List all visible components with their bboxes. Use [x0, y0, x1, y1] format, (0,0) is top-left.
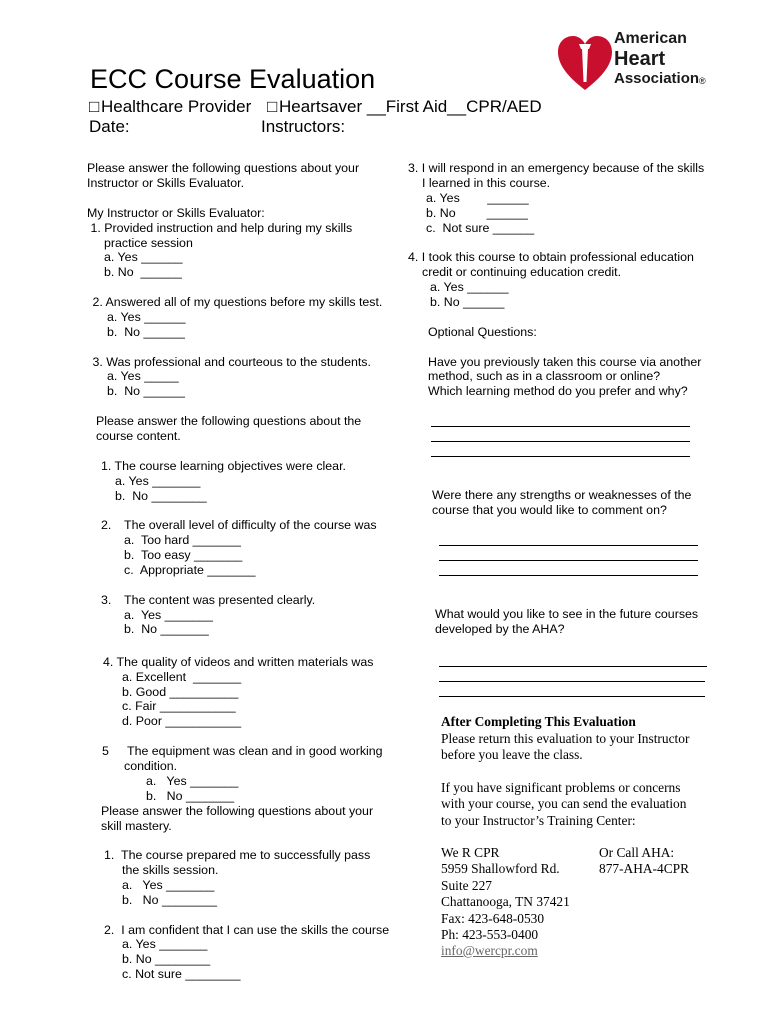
answer-line[interactable] [439, 696, 705, 697]
question-prepared: 1. The course prepared me to successfully pass [104, 848, 371, 862]
answer-line[interactable] [431, 456, 690, 457]
after-evaluation-text-1: Please return this evaluation to your Instructor [441, 731, 690, 746]
question-prepared-cont: the skills session. [122, 863, 219, 877]
answer-no[interactable]: b. No _______ [146, 789, 235, 803]
question-instruction-help-cont: practice session [104, 236, 193, 250]
answer-line[interactable] [439, 560, 698, 561]
intro-line-2: Instructor or Skills Evaluator. [87, 176, 245, 190]
question-strengths: Were there any strengths or weaknesses of the [432, 488, 692, 502]
option-healthcare-provider: Healthcare Provider [101, 97, 252, 116]
question-previous-method-cont: method, such as in a classroom or online? [428, 369, 661, 383]
skill-intro-line-2: skill mastery. [101, 819, 172, 833]
problems-text-3: to your Instructor’s Training Center: [441, 813, 636, 828]
problems-text-1: If you have significant problems or concerns [441, 780, 681, 795]
answer-no[interactable]: b. No ______ [104, 265, 182, 279]
answer-excellent[interactable]: a. Excellent _______ [122, 670, 242, 684]
answer-line[interactable] [439, 575, 698, 576]
question-respond-emergency-cont: I learned in this course. [422, 176, 551, 190]
question-confident: 2. I am confident that I can use the skills the course [104, 923, 390, 937]
training-center-address-1: 5959 Shallowford Rd. [441, 861, 560, 876]
question-equipment-clean-cont: condition. [124, 759, 178, 773]
optional-questions-heading: Optional Questions: [428, 325, 537, 339]
question-professional-credit-cont: credit or continuing education credit. [422, 265, 622, 279]
question-future-courses-cont: developed by the AHA? [435, 622, 565, 636]
question-videos-quality: 4. The quality of videos and written materials was [103, 655, 374, 669]
answer-not-sure[interactable]: c. Not sure ________ [122, 967, 241, 981]
answer-poor[interactable]: d. Poor ___________ [122, 714, 242, 728]
heart-torch-icon [556, 22, 614, 94]
training-center-phone: Ph: 423-553-0400 [441, 927, 539, 942]
answer-yes[interactable]: a. Yes _______ [122, 937, 208, 951]
problems-text-2: with your course, you can send the evaluation [441, 796, 687, 811]
answer-no[interactable]: b. No ________ [115, 489, 207, 503]
date-label: Date: [89, 117, 130, 136]
answer-no[interactable]: b. No ______ [426, 206, 528, 220]
answer-no[interactable]: b. No ______ [107, 325, 185, 339]
training-center-fax: Fax: 423-648-0530 [441, 911, 545, 926]
after-evaluation-text-2: before you leave the class. [441, 747, 583, 762]
answer-yes[interactable]: a. Yes _______ [115, 474, 201, 488]
skill-intro-line-1: Please answer the following questions about your [101, 804, 374, 818]
answer-line[interactable] [431, 441, 690, 442]
after-evaluation-heading: After Completing This Evaluation [441, 714, 636, 729]
logo-text-association: Association [614, 70, 700, 87]
question-answered-questions: 2. Answered all of my questions before my skills test. [89, 295, 383, 309]
answer-no[interactable]: b. No ________ [122, 893, 218, 907]
question-instruction-help: 1. Provided instruction and help during my skills [87, 221, 353, 235]
answer-yes[interactable]: a. Yes ______ [107, 310, 186, 324]
training-center-address-2: Suite 227 [441, 878, 492, 893]
answer-yes[interactable]: a. Yes ______ [104, 250, 183, 264]
question-previous-method: Have you previously taken this course via another [428, 355, 702, 369]
training-center-email-link[interactable]: info@wercpr.com [441, 943, 538, 958]
answer-yes[interactable]: a. Yes ______ [430, 280, 509, 294]
question-number: 5 [102, 744, 109, 758]
answer-no[interactable]: b. No _______ [124, 622, 209, 636]
aha-logo [556, 22, 756, 94]
answer-fair[interactable]: c. Fair ___________ [122, 699, 236, 713]
question-number: 3. [101, 593, 112, 607]
answer-no[interactable]: b. No ______ [107, 384, 185, 398]
answer-no[interactable]: b. No ________ [122, 952, 211, 966]
content-intro-line-2: course content. [96, 429, 181, 443]
training-center-city: Chattanooga, TN 37421 [441, 894, 570, 909]
checkbox-healthcare-provider[interactable]: □ [89, 97, 100, 116]
answer-yes[interactable]: a. Yes ______ [426, 191, 529, 205]
intro-line-1: Please answer the following questions about your [87, 161, 360, 175]
answer-too-easy[interactable]: b. Too easy _______ [124, 548, 243, 562]
question-strengths-cont: course that you would like to comment on? [432, 503, 667, 517]
question-objectives-clear: 1. The course learning objectives were clear. [101, 459, 346, 473]
answer-yes[interactable]: a. Yes _______ [124, 608, 213, 622]
logo-text-american: American [614, 30, 687, 47]
question-respond-emergency: 3. I will respond in an emergency because of the skills [408, 161, 705, 175]
question-previous-method-cont: Which learning method do you prefer and why? [428, 384, 688, 398]
answer-line[interactable] [431, 426, 690, 427]
question-difficulty: The overall level of difficulty of the course was [124, 518, 377, 532]
question-number: 2. [101, 518, 112, 532]
instructors-label: Instructors: [261, 117, 346, 136]
option-heartsaver: Heartsaver __First Aid__CPR/AED [279, 97, 542, 116]
call-aha-label: Or Call AHA: [599, 845, 675, 860]
answer-yes[interactable]: a. Yes _____ [107, 369, 179, 383]
logo-text-heart: Heart [614, 48, 666, 70]
question-equipment-clean: The equipment was clean and in good working [127, 744, 383, 758]
logo-registered-mark: ® [699, 76, 706, 86]
call-aha-number: 877-AHA-4CPR [599, 861, 690, 876]
question-future-courses: What would you like to see in the future courses [435, 607, 699, 621]
answer-line[interactable] [439, 666, 707, 667]
checkbox-heartsaver[interactable]: □ [267, 97, 278, 116]
answer-line[interactable] [439, 681, 705, 682]
question-content-clear: The content was presented clearly. [124, 593, 316, 607]
answer-no[interactable]: b. No ______ [430, 295, 505, 309]
question-professional-credit: 4. I took this course to obtain professional education [408, 250, 694, 264]
my-instructor-heading: My Instructor or Skills Evaluator: [87, 206, 265, 220]
training-center-name: We R CPR [441, 845, 500, 860]
answer-good[interactable]: b. Good __________ [122, 685, 239, 699]
answer-appropriate[interactable]: c. Appropriate _______ [124, 563, 256, 577]
question-professional: 3. Was professional and courteous to the students. [89, 355, 371, 369]
content-intro-line-1: Please answer the following questions about the [96, 414, 362, 428]
answer-yes[interactable]: a. Yes _______ [122, 878, 215, 892]
page-title: ECC Course Evaluation [90, 64, 376, 94]
answer-not-sure[interactable]: c. Not sure ______ [426, 221, 535, 235]
answer-yes[interactable]: a. Yes _______ [146, 774, 239, 788]
answer-line[interactable] [439, 545, 698, 546]
answer-too-hard[interactable]: a. Too hard _______ [124, 533, 241, 547]
